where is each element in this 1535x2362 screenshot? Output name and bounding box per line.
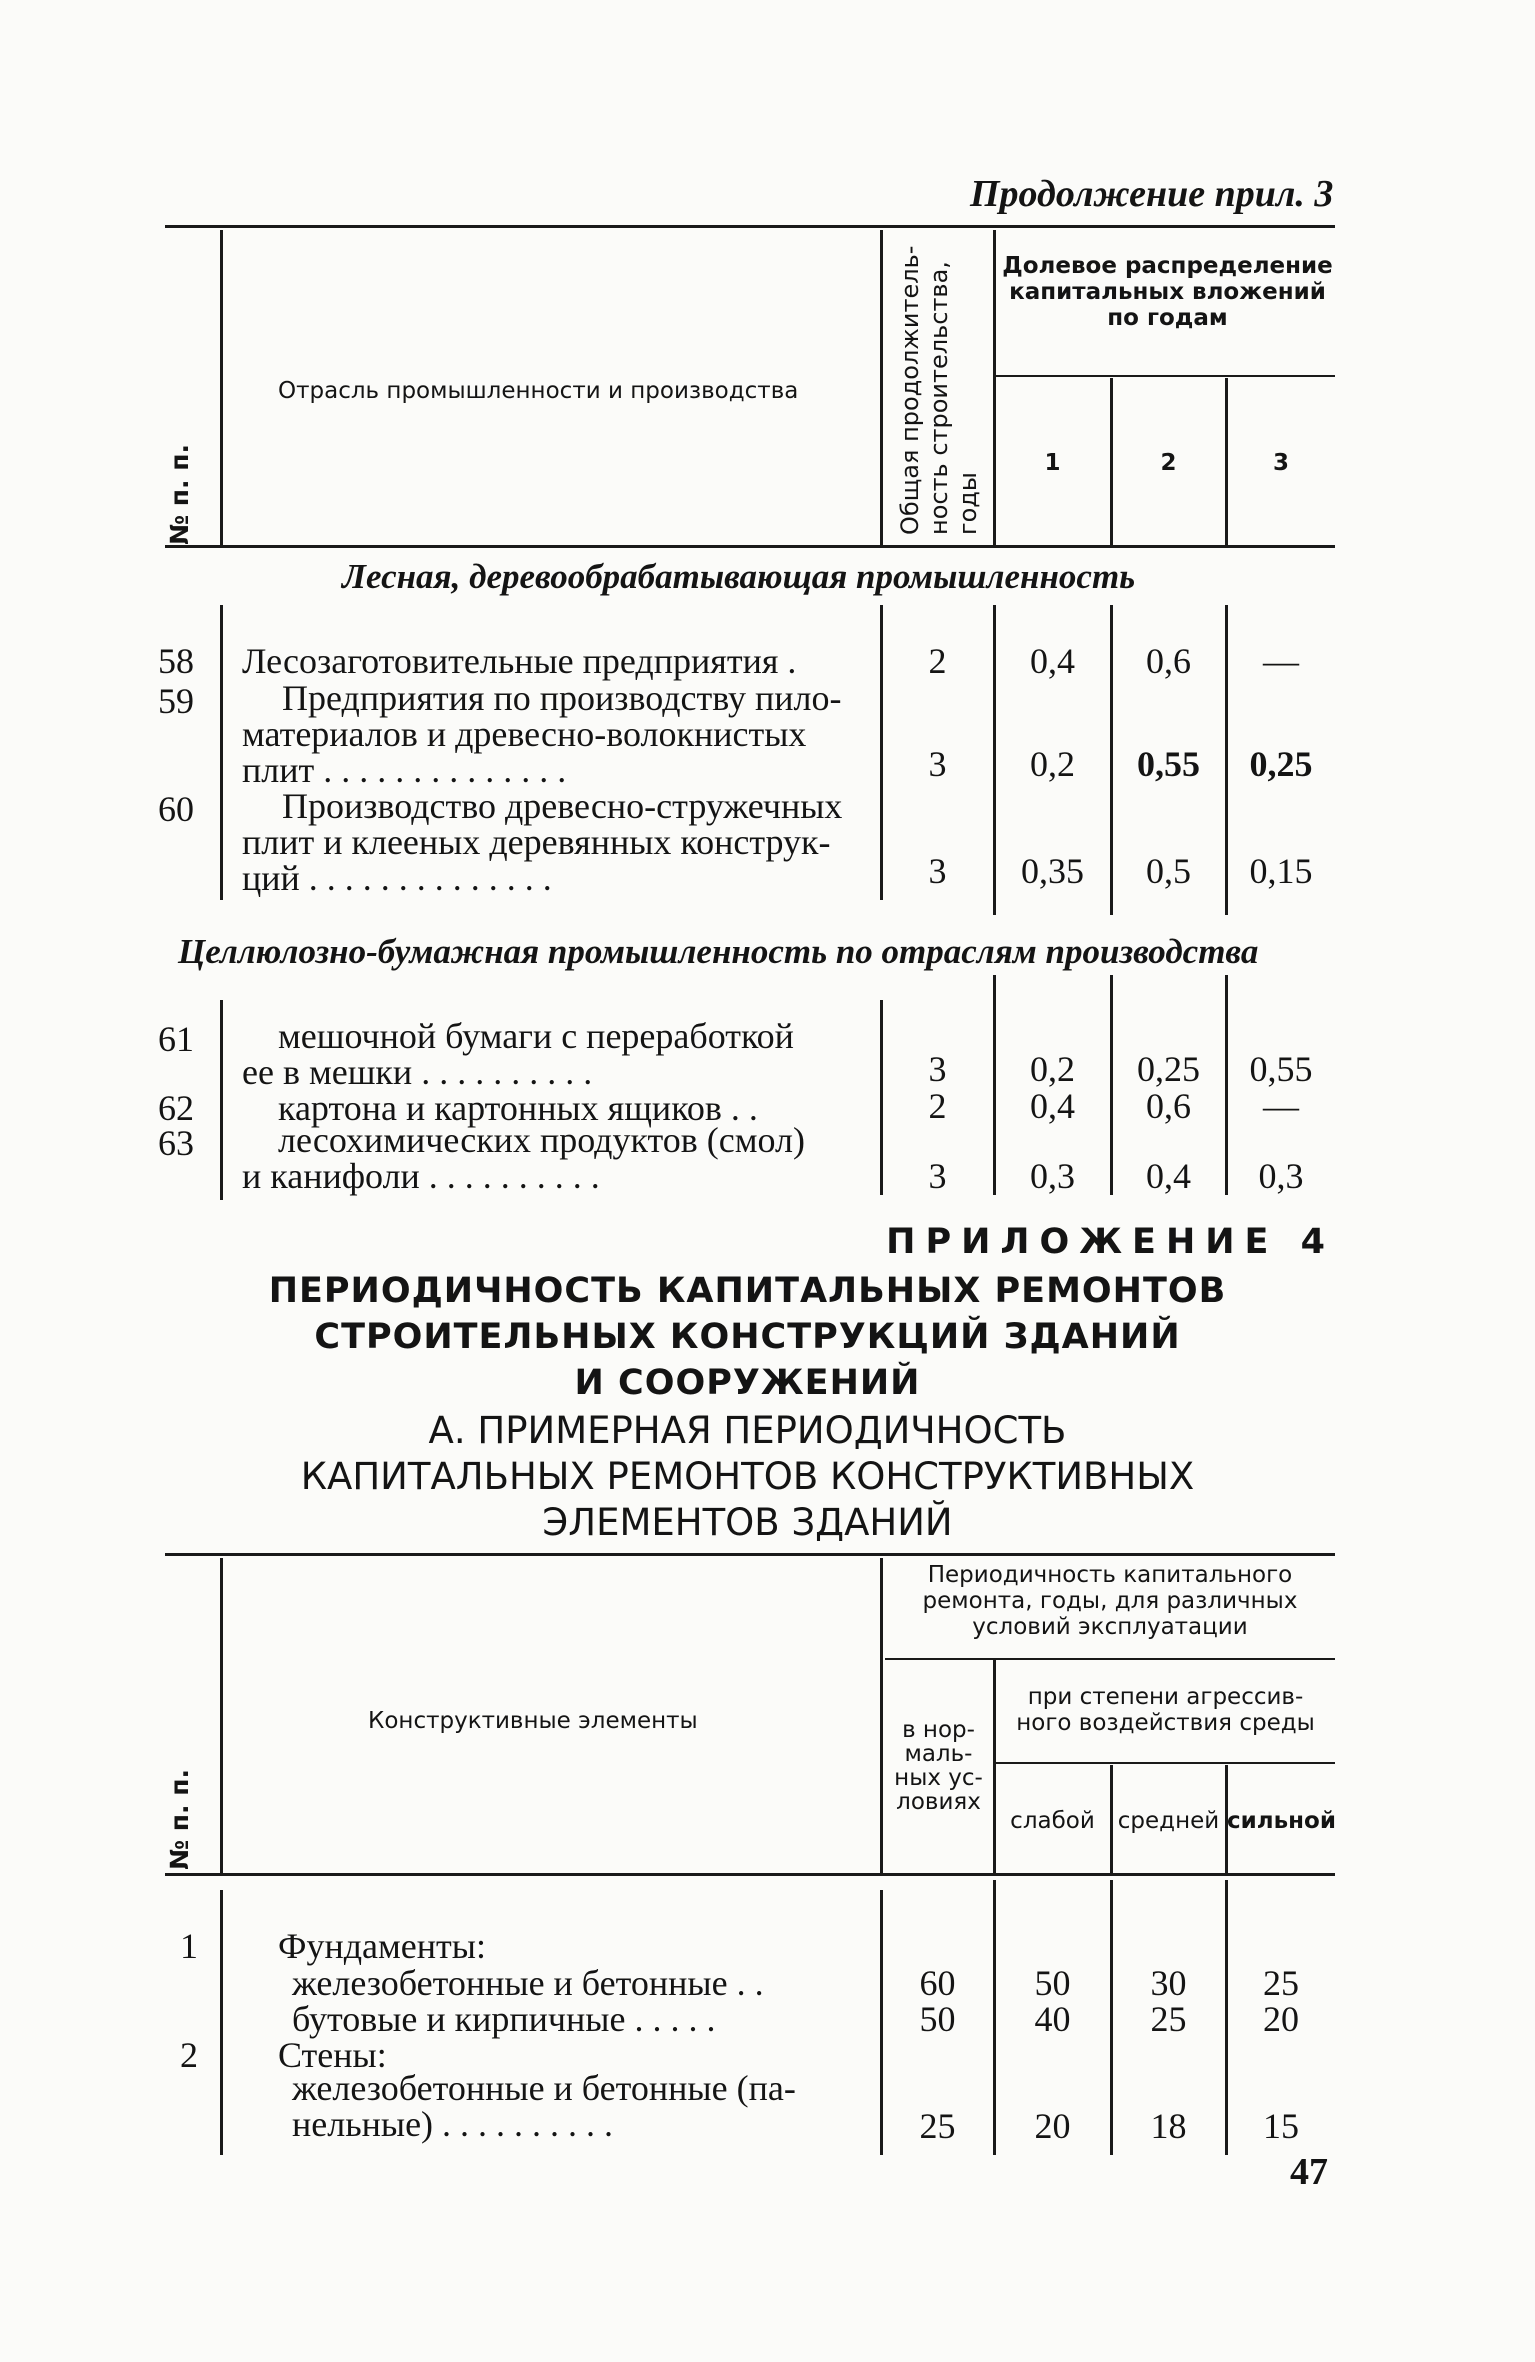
row-year1: 0,3: [1030, 1156, 1075, 1196]
row-year1: 0,2: [1030, 744, 1075, 784]
appendix-title: ПЕРИОДИЧНОСТЬ КАПИТАЛЬНЫХ РЕМОНТОВ СТРОИТЕЛЬНЫХ КОНСТРУКЦИЙ ЗДАНИЙ И СООРУЖЕНИЙ: [268, 1271, 1227, 1403]
table1-col-duration: Общая продолжитель- ность строительства, годы: [896, 245, 982, 535]
row-branch: Производство древесно-стружечных плит и клееных деревянных конструк- ций . . . . . . . . . . . . . .: [242, 786, 843, 898]
table1-col-number: № п. п.: [165, 443, 194, 545]
row-year3: 0,3: [1258, 1156, 1304, 1196]
row-year3: —: [1263, 641, 1299, 681]
row-duration: 3: [928, 744, 947, 784]
row-year3: —: [1263, 1086, 1299, 1126]
row-normal: 25: [919, 2106, 956, 2146]
table2-col-strong: сильной: [1227, 1808, 1336, 1834]
row-year2: 0,25: [1137, 1049, 1200, 1089]
row-group-heading: Стены:: [278, 2035, 387, 2075]
row-year2: 0,55: [1137, 744, 1200, 784]
row-normal: 50: [919, 1999, 956, 2039]
row-medium: 30: [1150, 1963, 1187, 2003]
table2-col-normal: в нор- маль- ных ус- ловиях: [894, 1717, 983, 1815]
row-element: железобетонные и бетонные . .: [292, 1963, 764, 2003]
table1-year-1: 1: [1044, 450, 1061, 476]
row-weak: 50: [1034, 1963, 1071, 2003]
appendix-subtitle: А. ПРИМЕРНАЯ ПЕРИОДИЧНОСТЬ КАПИТАЛЬНЫХ РЕМОНТОВ КОНСТРУКТИВНЫХ ЭЛЕМЕНТОВ ЗДАНИЙ: [300, 1409, 1195, 1544]
table1-col-branch: Отрасль промышленности и производства: [278, 378, 799, 404]
row-number: 60: [158, 789, 194, 829]
row-year2: 0,4: [1146, 1156, 1191, 1196]
row-number: 1: [180, 1926, 198, 1966]
row-branch: мешочной бумаги с переработкой ее в мешки . . . . . . . . . .: [242, 1016, 794, 1092]
row-strong: 20: [1263, 1999, 1299, 2039]
page-number: 47: [1290, 2151, 1328, 2193]
row-year1: 0,35: [1021, 851, 1084, 891]
row-number: 62: [158, 1088, 194, 1128]
row-number: 63: [158, 1123, 194, 1163]
row-year3: 0,55: [1249, 1049, 1313, 1089]
table2-col-medium: средней: [1117, 1808, 1220, 1834]
row-branch: Лесозаготовительные предприятия .: [242, 641, 797, 681]
table1-col-distribution: Долевое распределение капитальных вложений по годам: [1002, 253, 1333, 331]
row-year1: 0,4: [1030, 1086, 1075, 1126]
table1-top-rule: [165, 225, 1335, 228]
table2-col-number: № п. п.: [165, 1768, 194, 1870]
row-duration: 2: [928, 1086, 947, 1126]
row-duration: 3: [928, 1049, 947, 1089]
row-strong: 15: [1263, 2106, 1299, 2146]
row-branch: лесохимических продуктов (смол) и канифоли . . . . . . . . . .: [242, 1120, 805, 1196]
row-branch: картона и картонных ящиков . .: [278, 1088, 758, 1128]
row-year1: 0,2: [1030, 1049, 1075, 1089]
row-year3: 0,25: [1249, 744, 1313, 784]
table2-header-rule: [165, 1873, 1335, 1876]
row-year2: 0,6: [1146, 1086, 1191, 1126]
table1-year-2: 2: [1160, 450, 1177, 476]
row-number: 61: [158, 1019, 194, 1059]
table1-year-3: 3: [1272, 450, 1289, 476]
row-number: 2: [180, 2035, 198, 2075]
row-year2: 0,5: [1146, 851, 1191, 891]
row-medium: 18: [1150, 2106, 1187, 2146]
table2-col-elements: Конструктивные элементы: [368, 1708, 698, 1734]
row-branch: Предприятия по производству пило- материалов и древесно-волокнистых плит . . . . . . . . . . . . . .: [242, 678, 842, 790]
table2-top-rule: [165, 1553, 1335, 1556]
row-group-heading: Фундаменты:: [278, 1926, 486, 1966]
section-pulp-paper: Целлюлозно-бумажная промышленность по отраслям производства: [178, 932, 1259, 971]
row-duration: 3: [928, 1156, 947, 1196]
row-element: бутовые и кирпичные . . . . .: [292, 1999, 716, 2039]
table2-col-aggressive: при степени агрессив- ного воздействия среды: [1016, 1684, 1315, 1736]
row-number: 58: [158, 641, 194, 681]
row-number: 59: [158, 681, 194, 721]
row-duration: 2: [928, 641, 947, 681]
section-forestry: Лесная, деревообрабатывающая промышленность: [342, 557, 1136, 596]
row-year3: 0,15: [1249, 851, 1313, 891]
row-weak: 20: [1034, 2106, 1071, 2146]
row-year1: 0,4: [1030, 641, 1075, 681]
table2-col-period: Периодичность капитального ремонта, годы, для различных условий эксплуатации: [922, 1562, 1298, 1640]
row-weak: 40: [1034, 1999, 1071, 2039]
row-normal: 60: [919, 1963, 956, 2003]
row-element: железобетонные и бетонные (па- нельные) . . . . . . . . . .: [292, 2068, 796, 2144]
table2-col-weak: слабой: [1010, 1808, 1095, 1834]
continuation-header: Продолжение прил. 3: [970, 173, 1334, 215]
table1-header-rule: [165, 545, 1335, 548]
row-medium: 25: [1150, 1999, 1187, 2039]
row-duration: 3: [928, 851, 947, 891]
appendix-label: ПРИЛОЖЕНИЕ 4: [886, 1222, 1335, 1262]
row-year2: 0,6: [1146, 641, 1191, 681]
row-strong: 25: [1263, 1963, 1299, 2003]
